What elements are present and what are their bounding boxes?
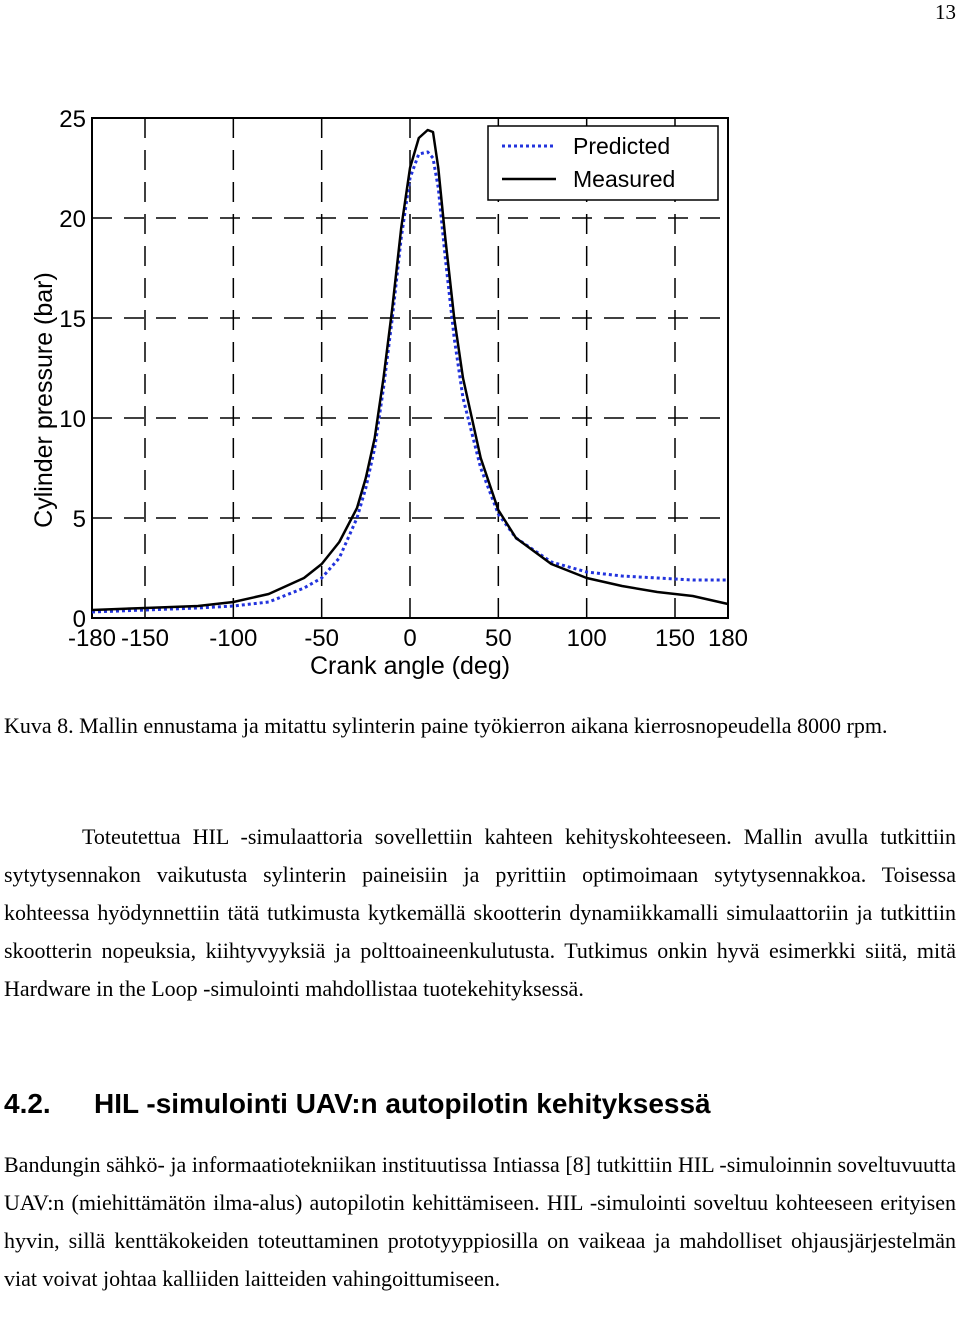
x-tick-label: -150 <box>120 625 170 652</box>
x-tick-label: -180 <box>67 625 117 652</box>
legend-label-measured: Measured <box>573 166 676 192</box>
x-tick-label: 100 <box>566 625 607 652</box>
y-tick-label: 20 <box>59 206 86 233</box>
body-paragraph-1: Toteutettua HIL -simulaattoria sovellettiin kahteen kehityskohteeseen. Mallin avulla tutkittiin sytytysennakon vaikutusta sylinterin paineisiin ja pyrittiin optimoimaan sytytysennakkoa. Toisessa kohteessa hyödynnettiin tätä tutkimusta kytkemällä skootterin dynamiikkamalli simulaattoriin ja tutkittiin skootterin nopeuksia, kiihtyvyyksiä ja polttoaineenkulutusta. Tutkimus onkin hyvä esimerkki siitä, mitä Hardware in the Loop -simulointi mahdollistaa tuotekehityksessä. <box>4 824 956 1001</box>
y-tick-label: 5 <box>72 506 86 533</box>
x-axis-label: Crank angle (deg) <box>309 652 511 680</box>
chart-legend <box>488 126 718 200</box>
x-tick-label: 50 <box>484 625 512 652</box>
section-number: 4.2. <box>4 1088 51 1119</box>
figure-caption: Kuva 8. Mallin ennustama ja mitattu sylinterin paine työkierron aikana kierrosnopeudella 8000 rpm. <box>4 713 888 738</box>
x-tick-label: 150 <box>654 625 696 652</box>
page-number: 13 <box>935 0 956 24</box>
x-tick-label: 180 <box>707 625 749 652</box>
x-tick-label: -100 <box>209 625 258 652</box>
x-tick-label: 0 <box>403 625 417 652</box>
legend-label-predicted: Predicted <box>573 133 671 159</box>
y-axis-label: Cylinder pressure (bar) <box>30 272 58 528</box>
body-paragraph-2: Bandungin sähkö- ja informaatiotekniikan instituutissa Intiassa [8] tutkittiin HIL -simuloinnin soveltuvuutta UAV:n (miehittämätön ilma-alus) autopilotin kehittämiseen. HIL -simulointi soveltuu kohteeseen erityisen hyvin, sillä kenttäkokeiden toteuttaminen prototyyppiosilla on vaikeaa ja mahdolliset ohjausjärjestelmän viat voivat johtaa kalliiden laitteiden vahingoittumiseen. <box>4 1152 956 1291</box>
y-tick-label: 0 <box>72 606 86 633</box>
section-heading <box>4 1082 956 1126</box>
y-tick-label: 25 <box>59 106 86 133</box>
x-tick-label: -50 <box>304 625 340 652</box>
pressure-chart <box>0 90 960 690</box>
section-title: HIL -simulointi UAV:n autopilotin kehityksessä <box>94 1088 711 1119</box>
y-tick-label: 10 <box>59 406 86 433</box>
y-tick-label: 15 <box>59 306 86 333</box>
